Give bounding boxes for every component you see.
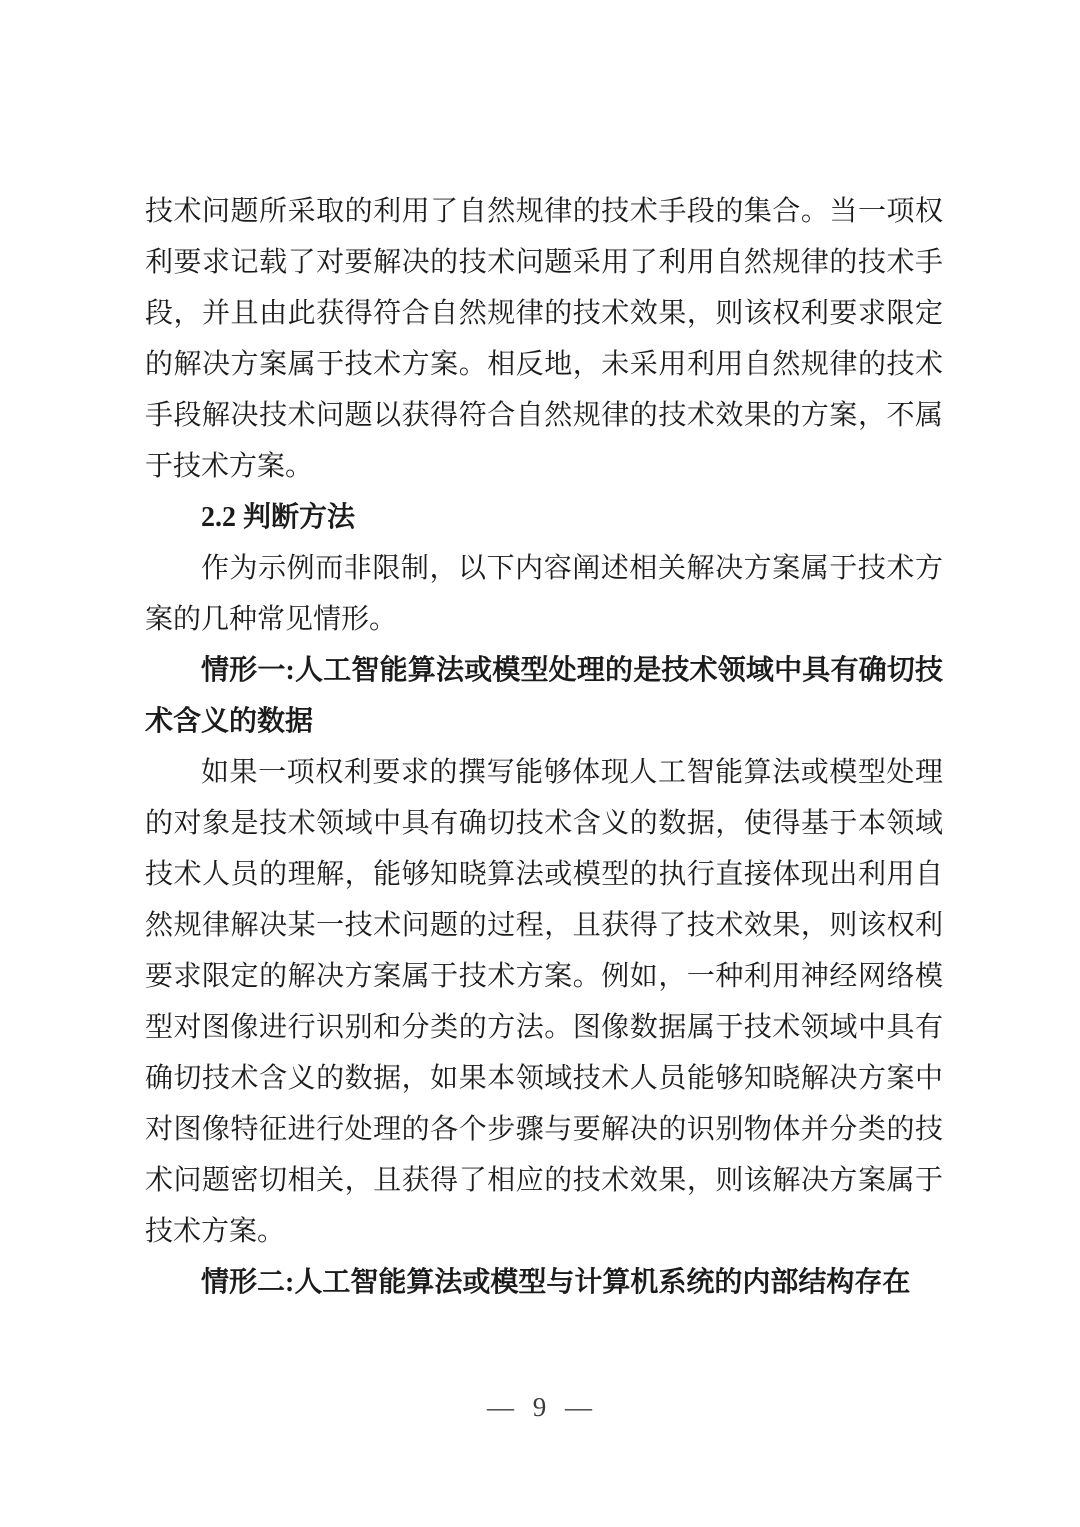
case1-heading: 情形一:人工智能算法或模型处理的是技术领域中具有确切技术含义的数据 — [145, 655, 943, 737]
page-footer — [0, 1392, 1080, 1423]
paragraph-continuation: 技术问题所采取的利用了自然规律的技术手段的集合。当一项权利要求记载了对要解决的技术问题采用了利用自然规律的技术手段，并且由此获得符合自然规律的技术效果，则该权利要求限定的解决方案属于技术方案。相反地，未采用利用自然规律的技术手段解决技术问题以获得符合自然规律的技术效果的方案，不属于技术方案。 — [145, 196, 943, 482]
page-content — [145, 186, 943, 1308]
section-heading: 2.2 判断方法 — [201, 502, 356, 533]
page-number: — 9 — — [487, 1392, 593, 1422]
case2-heading: 情形二:人工智能算法或模型与计算机系统的内部结构存在 — [201, 1267, 911, 1298]
intro-paragraph: 作为示例而非限制，以下内容阐述相关解决方案属于技术方案的几种常见情形。 — [145, 553, 943, 635]
case1-paragraph: 如果一项权利要求的撰写能够体现人工智能算法或模型处理的对象是技术领域中具有确切技术含义的数据，使得基于本领域技术人员的理解，能够知晓算法或模型的执行直接体现出利用自然规律解决某一技术问题的过程，且获得了技术效果，则该权利要求限定的解决方案属于技术方案。例如，一种利用神经网络模型对图像进行识别和分类的方法。图像数据属于技术领域中具有确切技术含义的数据，如果本领域技术人员能够知晓解决方案中对图像特征进行处理的各个步骤与要解决的识别物体并分类的技术问题密切相关，且获得了相应的技术效果，则该解决方案属于技术方案。 — [145, 757, 943, 1247]
